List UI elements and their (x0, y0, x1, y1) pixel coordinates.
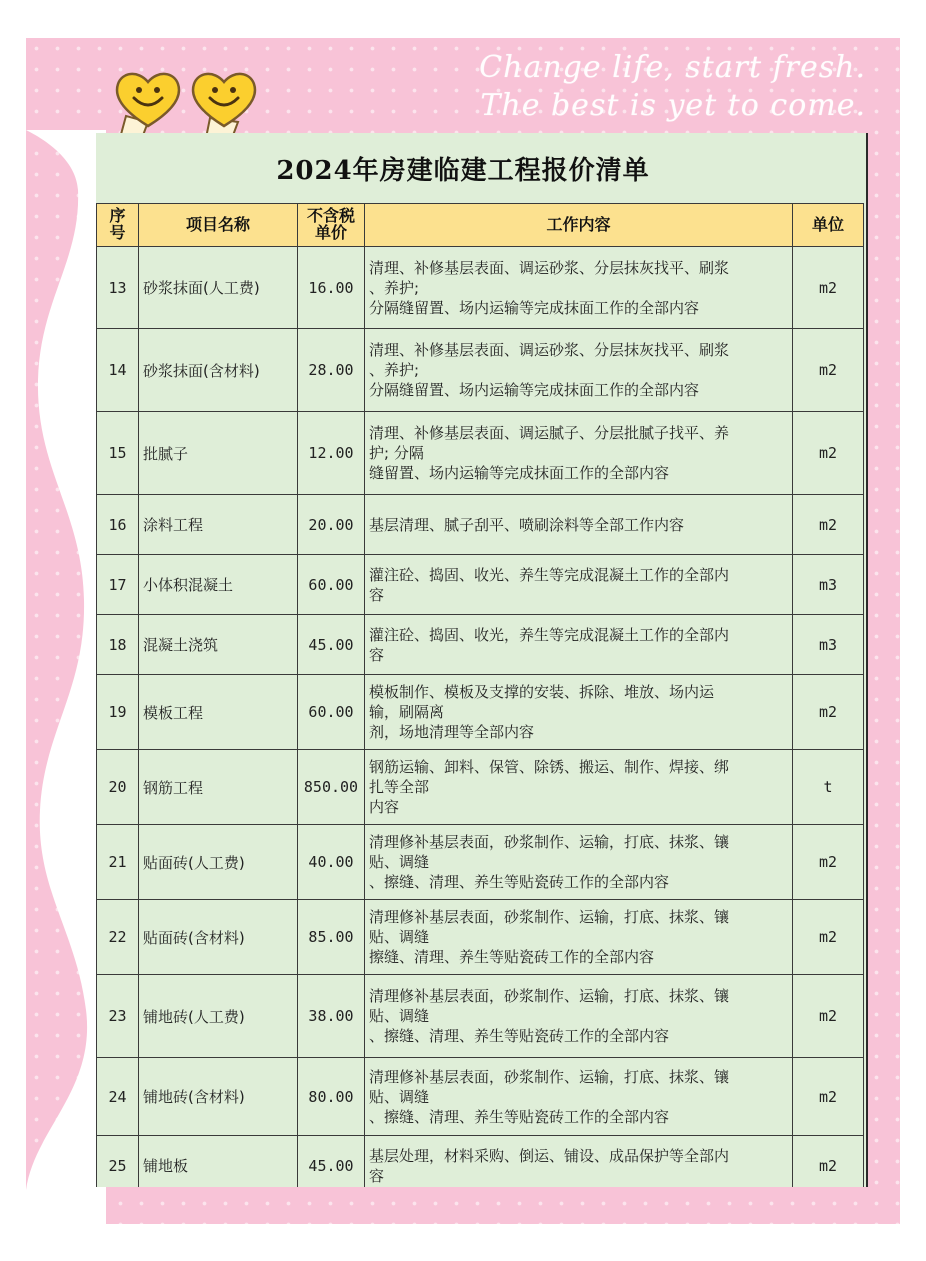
row-unit-cell: m3 (793, 615, 864, 675)
row-seq-cell: 21 (97, 825, 139, 900)
table-row (97, 247, 864, 329)
row-content-cell (365, 495, 793, 555)
row-name-cell: 涂料工程 (139, 495, 298, 555)
table-row (97, 675, 864, 750)
row-content-cell (365, 900, 793, 975)
content-line: 模板制作、模板及支撑的安装、拆除、堆放、场内运 (369, 683, 715, 701)
row-name-cell: 铺地砖(人工费) (139, 975, 298, 1058)
table-row (97, 750, 864, 825)
header-content: 工作内容 (365, 204, 793, 247)
content-line: 钢筋运输、卸料、保管、除锈、搬运、制作、焊接、绑 (369, 758, 730, 776)
content-line: 容 (369, 585, 385, 604)
row-price-cell: 45.00 (298, 615, 365, 675)
row-content-cell (365, 675, 793, 750)
content-line: 、擦缝、清理、养生等贴瓷砖工作的全部内容 (369, 1107, 670, 1126)
row-seq-cell: 19 (97, 675, 139, 750)
row-price-cell: 16.00 (298, 247, 365, 329)
sheet-title: 2024年房建临建工程报价清单 (276, 155, 650, 186)
row-unit-cell: m2 (793, 975, 864, 1058)
row-price-cell: 60.00 (298, 675, 365, 750)
row-price-cell: 20.00 (298, 495, 365, 555)
row-content-cell (365, 975, 793, 1058)
content-line: 容 (369, 1166, 385, 1185)
row-price-cell: 60.00 (298, 555, 365, 615)
content-line: 清理修补基层表面，砂浆制作、运输，打底、抹浆、镶 (369, 987, 730, 1005)
row-seq-cell: 20 (97, 750, 139, 825)
quote-table (96, 203, 864, 1187)
content-line: 清理、补修基层表面、调运腻子、分层批腻子找平、养 (369, 424, 730, 442)
row-seq-cell: 14 (97, 329, 139, 412)
content-line: 容 (369, 645, 385, 664)
row-price-cell: 850.00 (298, 750, 365, 825)
content-line: 清理修补基层表面，砂浆制作、运输，打底、抹浆、镶 (369, 1067, 730, 1086)
table-row (97, 975, 864, 1058)
content-line: 清理修补基层表面，砂浆制作、运输，打底、抹浆、镶 (369, 908, 730, 926)
row-content-cell (365, 615, 793, 675)
row-unit-cell: m2 (793, 1058, 864, 1136)
row-name-cell: 砂浆抹面(人工费) (139, 247, 298, 329)
white-wave-decoration (26, 130, 106, 1225)
content-line: 贴、调缝 (369, 928, 430, 946)
row-name-cell: 贴面砖(人工费) (139, 825, 298, 900)
row-name-cell: 贴面砖(含材料) (139, 900, 298, 975)
content-line: 、擦缝、清理、养生等贴瓷砖工作的全部内容 (369, 1027, 670, 1045)
row-unit-cell: m3 (793, 555, 864, 615)
row-price-cell: 85.00 (298, 900, 365, 975)
content-line: 内容 (369, 798, 400, 816)
table-row (97, 900, 864, 975)
row-unit-cell: m2 (793, 900, 864, 975)
content-line: 基层清理、腻子刮平、喷刷涂料等全部工作内容 (369, 515, 685, 534)
row-seq-cell: 16 (97, 495, 139, 555)
content-line: 清理、补修基层表面、调运砂浆、分层抹灰找平、刷浆 (369, 258, 730, 277)
table-row (97, 329, 864, 412)
row-unit-cell: m2 (793, 675, 864, 750)
table-row (97, 412, 864, 495)
row-seq-cell: 17 (97, 555, 139, 615)
content-line: 清理、补修基层表面、调运砂浆、分层抹灰找平、刷浆 (369, 341, 730, 359)
row-unit-cell: m2 (793, 495, 864, 555)
quote-sheet (96, 133, 868, 1187)
content-line: 输，刷隔离 (369, 703, 445, 721)
table-row (97, 1136, 864, 1188)
row-content-cell (365, 412, 793, 495)
row-price-cell: 38.00 (298, 975, 365, 1058)
row-seq-cell: 15 (97, 412, 139, 495)
row-content-cell (365, 329, 793, 412)
header-seq: 序号 (97, 204, 139, 247)
header-name: 项目名称 (139, 204, 298, 247)
content-line: 擦缝、清理、养生等贴瓷砖工作的全部内容 (369, 948, 655, 966)
content-line: 分隔缝留置、场内运输等完成抹面工作的全部内容 (369, 298, 700, 317)
table-row (97, 615, 864, 675)
row-content-cell (365, 750, 793, 825)
content-line: 灌注砼、捣固、收光、养生等完成混凝土工作的全部内 (369, 565, 730, 584)
row-price-cell: 40.00 (298, 825, 365, 900)
row-unit-cell: m2 (793, 247, 864, 329)
row-content-cell (365, 247, 793, 329)
row-price-cell: 28.00 (298, 329, 365, 412)
table-header-row (97, 204, 864, 247)
content-line: 护; 分隔 (369, 444, 424, 462)
content-line: 灌注砼、捣固、收光，养生等完成混凝土工作的全部内 (369, 625, 730, 644)
row-unit-cell: m2 (793, 825, 864, 900)
row-name-cell: 砂浆抹面(含材料) (139, 329, 298, 412)
row-name-cell: 铺地板 (139, 1136, 298, 1188)
content-line: 贴、调缝 (369, 1007, 430, 1025)
row-unit-cell: t (793, 750, 864, 825)
row-content-cell (365, 825, 793, 900)
header-unit: 单位 (793, 204, 864, 247)
smiley-heart-icon (188, 66, 260, 138)
content-line: 缝留置、场内运输等完成抹面工作的全部内容 (369, 464, 670, 482)
content-line: 扎等全部 (369, 778, 430, 796)
row-content-cell (365, 1058, 793, 1136)
content-line: 清理修补基层表面，砂浆制作、运输，打底、抹浆、镶 (369, 833, 730, 851)
row-price-cell: 80.00 (298, 1058, 365, 1136)
row-unit-cell: m2 (793, 1136, 864, 1188)
row-seq-cell: 13 (97, 247, 139, 329)
content-line: 、擦缝、清理、养生等贴瓷砖工作的全部内容 (369, 873, 670, 891)
row-seq-cell: 25 (97, 1136, 139, 1188)
row-unit-cell: m2 (793, 329, 864, 412)
header-price: 不含税单价 (298, 204, 365, 247)
row-seq-cell: 18 (97, 615, 139, 675)
row-content-cell (365, 1136, 793, 1188)
row-unit-cell: m2 (793, 412, 864, 495)
smiley-heart-icon (112, 66, 184, 138)
row-name-cell: 钢筋工程 (139, 750, 298, 825)
slogan-line-2: The best is yet to come. (480, 88, 866, 123)
content-line: 、养护; (369, 361, 420, 379)
row-name-cell: 模板工程 (139, 675, 298, 750)
table-row (97, 555, 864, 615)
table-row (97, 825, 864, 900)
content-line: 剂，场地清理等全部内容 (369, 723, 535, 741)
row-seq-cell: 22 (97, 900, 139, 975)
row-name-cell: 铺地砖(含材料) (139, 1058, 298, 1136)
row-price-cell: 45.00 (298, 1136, 365, 1188)
row-price-cell: 12.00 (298, 412, 365, 495)
row-name-cell: 小体积混凝土 (139, 555, 298, 615)
slogan-line-1: Change life, start fresh. (479, 50, 866, 85)
row-seq-cell: 24 (97, 1058, 139, 1136)
content-line: 贴、调缝 (369, 853, 430, 871)
content-line: 基层处理，材料采购、倒运、铺设、成品保护等全部内 (369, 1146, 730, 1165)
row-name-cell: 批腻子 (139, 412, 298, 495)
row-seq-cell: 23 (97, 975, 139, 1058)
table-row (97, 495, 864, 555)
row-content-cell (365, 555, 793, 615)
content-line: 、养护; (369, 278, 420, 297)
table-row (97, 1058, 864, 1136)
row-name-cell: 混凝土浇筑 (139, 615, 298, 675)
content-line: 贴、调缝 (369, 1087, 430, 1106)
content-line: 分隔缝留置、场内运输等完成抹面工作的全部内容 (369, 381, 700, 399)
